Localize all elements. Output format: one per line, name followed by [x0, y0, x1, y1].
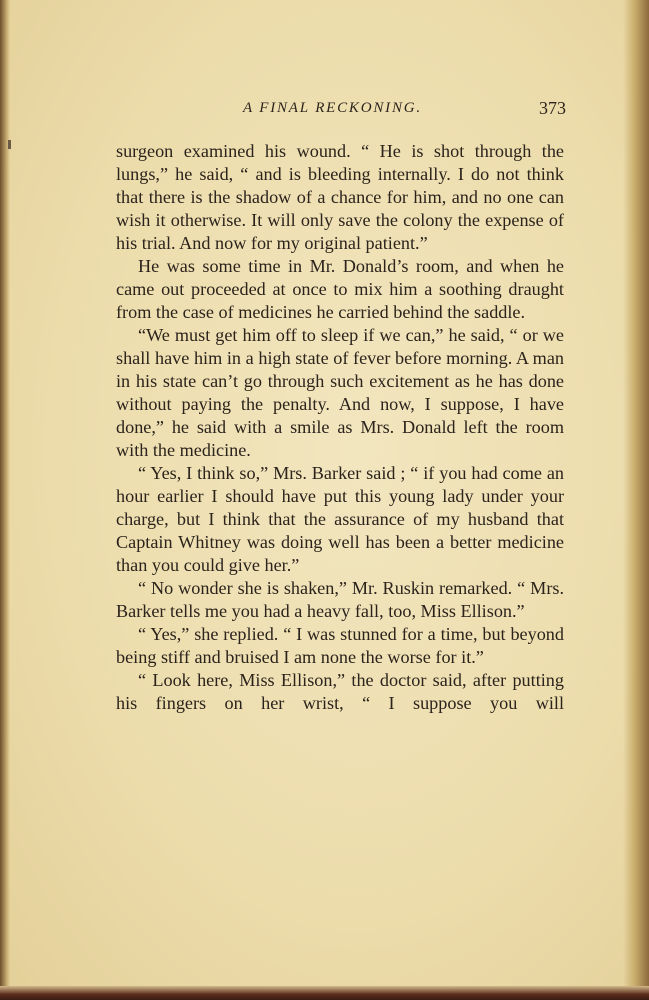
paragraph: “ No wonder she is shaken,” Mr. Ruskin remarked. “ Mrs. Barker tells me you had a heavy fall, too, Miss Ellison.”	[116, 578, 564, 621]
paragraph: “ Yes,” she replied. “ I was stunned for a time, but beyond being stiff and bruised I am none the worse for it.”	[116, 624, 564, 667]
paragraph: “We must get him off to sleep if we can,” he said, “ or we shall have him in a high state of fever before morning. A man in his state can’t go through such excitement as he has done without paying the penalty. And now, I suppose, I have done,” he said with a smile as Mrs. Donald left the room with the medicine.	[116, 325, 564, 460]
page-spine-shadow	[0, 0, 10, 1000]
running-head: A FINAL RECKONING.	[243, 100, 422, 116]
paragraph: He was some time in Mr. Donald’s room, and when he came out proceeded at once to mix him a soothing draught from the case of medicines he carried behind the saddle.	[116, 256, 564, 322]
page-edge	[623, 0, 649, 1000]
book-cover-edge	[0, 986, 649, 1000]
paragraph: “ Yes, I think so,” Mrs. Barker said ; “ if you had come an hour earlier I should have put this young lady under your charge, but I think that the assurance of my husband that Captain Whitney was doing well has been a better medicine than you could give her.”	[116, 463, 564, 575]
paragraph: surgeon examined his wound. “ He is shot through the lungs,” he said, “ and is bleeding internally. I do not think that there is the shadow of a chance for him, and no one can wish it otherwise. It will only save the colony the expense of his trial. And now for my original patient.”	[116, 141, 564, 253]
paragraph: “ Look here, Miss Ellison,” the doctor said, after putting his fingers on her wrist, “ I suppose you will	[116, 670, 564, 713]
body-text	[116, 140, 564, 715]
page-number: 373	[539, 98, 566, 118]
margin-mark	[8, 140, 11, 149]
page-header	[230, 98, 568, 124]
